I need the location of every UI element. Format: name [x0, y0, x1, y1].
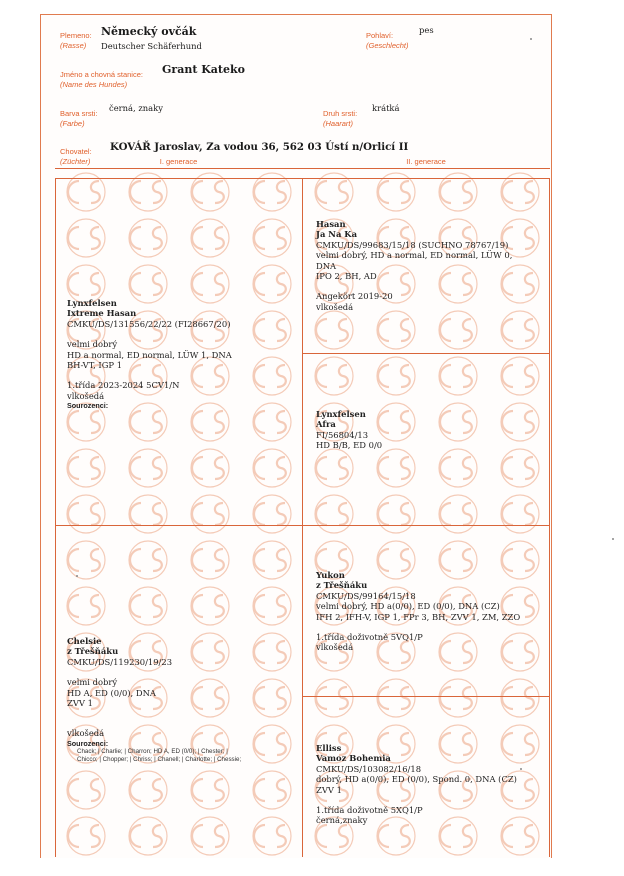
ss-reg: CMKU/DS/99683/15/18 (SUCHNO 78767/19) — [316, 239, 509, 250]
coat-label: Druh srsti: (Haarart) — [323, 109, 358, 128]
dam-entry — [67, 636, 299, 764]
sex-value: pes — [419, 25, 434, 35]
sd-name-2: Afra — [316, 419, 336, 430]
sire-reg: CMKU/DS/131556/22/22 (FI28667/20) — [67, 318, 231, 329]
sire-sire-entry — [316, 219, 548, 312]
ss-name-1: Hasan — [316, 219, 346, 229]
ds-reg: CMKU/DS/99164/15/18 — [316, 590, 416, 601]
sire-entry — [67, 298, 299, 410]
dd-name-2: Vamoz Bohemia — [316, 753, 391, 764]
breeder-value: KOVÁŘ Jaroslav, Za vodou 36, 562 03 Ústí n/Orlicí II — [110, 141, 409, 153]
ss-exams: IPO 2, BH, AD — [316, 271, 377, 282]
name-label: Jméno a chovná stanice: (Name des Hundes) — [60, 70, 143, 89]
dam-siblings-2: Chicco; | Chopper; | Chriss; | Chanell; | Charlotte; | Chessie; — [77, 755, 242, 763]
ds-name-2: z Třešňáku — [316, 580, 368, 591]
dam-siblings-label: Sourozenci: — [67, 738, 109, 748]
ss-name-2: Ja Na Ka — [316, 229, 358, 240]
ds-color: vlkošedá — [316, 642, 354, 653]
sd-reg: FI/56804/13 — [316, 429, 369, 440]
sire-eval: velmi dobrý — [67, 339, 118, 350]
gen1-header: I. generace — [159, 157, 198, 166]
dam-eval: velmi dobrý — [67, 677, 118, 688]
dam-exams: ZVV 1 — [67, 698, 93, 709]
breed-label: Plemeno: (Rasse) — [60, 31, 92, 50]
dd-reg: CMKU/DS/103082/16/18 — [316, 763, 422, 774]
scan-speck — [76, 575, 78, 577]
ds-health: velmi dobrý, HD a(0/0), ED (0/0), DNA (CZ) — [316, 601, 500, 612]
dam-sire-entry — [316, 570, 548, 653]
color-label: Barva srsti: (Farbe) — [60, 109, 98, 128]
dam-dam-entry — [316, 743, 548, 826]
sire-name-2: Ixtreme Hasan — [67, 308, 137, 319]
ss-dna: DNA — [316, 260, 337, 271]
dd-name-1: Elliss — [316, 743, 342, 753]
sire-exams: BH-VT, IGP 1 — [67, 360, 123, 371]
sire-health: HD a normal, ED normal, LÜW 1, DNA — [67, 349, 232, 360]
sd-name-1: Lynxfelsen — [316, 409, 366, 419]
dd-health: dobrý, HD a(0/0), ED (0/0), Spond. 0, DNA (CZ) — [316, 774, 517, 785]
dog-name: Grant Kateko — [162, 63, 245, 76]
ds-exams: IFH 2, IFH-V, IGP 1, FPr 3, BH, ZVV 1, ZM, ZZO — [316, 611, 521, 622]
dam-name-2: z Třešňáku — [67, 646, 119, 657]
dam-name-1: Chelsie — [67, 636, 102, 646]
sex-label: Pohlaví: (Geschlecht) — [366, 31, 409, 50]
dam-health: HD A, ED (0/0), DNA — [67, 687, 156, 698]
dam-color: vlkošedá — [67, 728, 105, 739]
breed-de: Deutscher Schäferhund — [101, 41, 202, 51]
dam-siblings-1: Chack; | Charlie; | Charron; HD A, ED (0/0); | Chester; | — [77, 747, 228, 755]
ss-kor: Angekört 2019-20 — [316, 291, 393, 302]
sire-dam-entry — [316, 409, 548, 451]
scan-speck — [530, 38, 532, 40]
sire-class: 1.třída 2023-2024 5CV1/N — [67, 380, 180, 391]
dd-class: 1.třída doživotně 5XQ1/P — [316, 805, 423, 816]
sire-color: vlkošedá — [67, 390, 105, 401]
sd-health: HD B/B, ED 0/0 — [316, 440, 383, 451]
sire-name-1: Lynxfelsen — [67, 298, 117, 308]
gen2-header: II. generace — [406, 157, 446, 166]
color-value: černá, znaky — [109, 103, 163, 113]
coat-value: krátká — [372, 103, 400, 113]
breed-cz: Německý ovčák — [101, 25, 197, 38]
ss-health: velmi dobrý, HD a normal, ED normal, LÜW 0, — [316, 250, 513, 261]
sire-siblings-label: Sourozenci: — [67, 401, 109, 411]
dam-reg: CMKU/DS/119230/19/23 — [67, 656, 173, 667]
dd-color: černá,znaky — [316, 815, 368, 826]
breeder-label: Chovatel: (Züchter) — [60, 147, 92, 166]
ss-color: vlkošedá — [316, 301, 354, 312]
ds-class: 1.třída doživotně 5VQ1/P — [316, 632, 423, 643]
scan-speck — [612, 538, 614, 540]
ds-name-1: Yukon — [316, 570, 345, 580]
dd-exams: ZVV 1 — [316, 784, 342, 795]
